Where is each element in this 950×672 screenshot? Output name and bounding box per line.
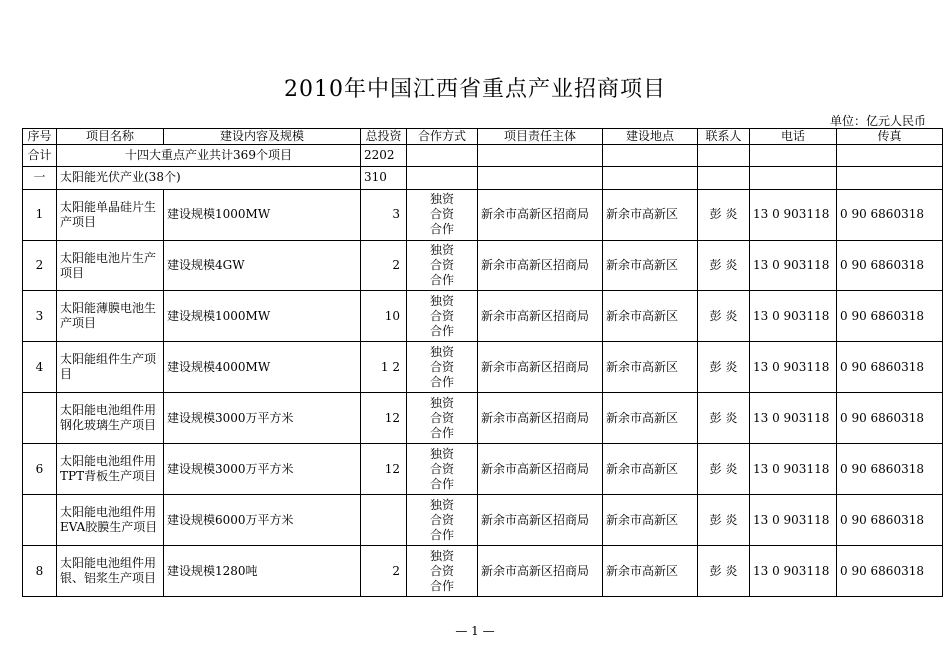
phone-number: 13 0 903118 <box>750 342 837 393</box>
table-row <box>23 342 943 393</box>
build-location: 新余市高新区 <box>603 342 698 393</box>
summary-empty-cell <box>407 145 478 167</box>
summary-empty-cell <box>478 145 603 167</box>
total-investment: 2 <box>361 240 407 291</box>
total-investment: 2 <box>361 546 407 597</box>
fax-number: 0 90 6860318 <box>837 546 943 597</box>
project-table <box>22 128 943 597</box>
row-no: 6 <box>23 444 57 495</box>
col-header-phone: 电话 <box>750 129 837 145</box>
category-empty-cell <box>603 166 698 189</box>
col-header-fax: 传真 <box>837 129 943 145</box>
contact-person: 彭 炎 <box>698 189 750 240</box>
page-title: 2010年中国江西省重点产业招商项目 <box>284 77 666 102</box>
project-name: 太阳能组件生产项目 <box>57 342 164 393</box>
project-name: 太阳能电池片生产项目 <box>57 240 164 291</box>
summary-empty-cell <box>837 145 943 167</box>
category-empty-cell <box>407 166 478 189</box>
col-header-name: 项目名称 <box>57 129 164 145</box>
table-row <box>23 189 943 240</box>
build-content: 建设规模3000万平方米 <box>164 444 361 495</box>
cooperation-mode: 独资 合资 合作 <box>407 495 478 546</box>
contact-person: 彭 炎 <box>698 546 750 597</box>
total-investment <box>361 495 407 546</box>
col-header-place: 建设地点 <box>603 129 698 145</box>
phone-number: 13 0 903118 <box>750 291 837 342</box>
col-header-coop: 合作方式 <box>407 129 478 145</box>
category-empty-cell <box>837 166 943 189</box>
category-name: 太阳能光伏产业(38个) <box>57 166 361 189</box>
row-no <box>23 393 57 444</box>
cooperation-mode: 独资 合资 合作 <box>407 342 478 393</box>
row-no <box>23 495 57 546</box>
total-investment: 12 <box>361 444 407 495</box>
build-content: 建设规模1280吨 <box>164 546 361 597</box>
unit-label: 单位：亿元人民币 <box>829 114 926 128</box>
responsible-entity: 新余市高新区招商局 <box>478 240 603 291</box>
contact-person: 彭 炎 <box>698 342 750 393</box>
fax-number: 0 90 6860318 <box>837 240 943 291</box>
build-location: 新余市高新区 <box>603 291 698 342</box>
cooperation-mode: 独资 合资 合作 <box>407 393 478 444</box>
project-name: 太阳能电池组件用钢化玻璃生产项目 <box>57 393 164 444</box>
col-header-no: 序号 <box>23 129 57 145</box>
category-empty-cell <box>698 166 750 189</box>
build-content: 建设规模3000万平方米 <box>164 393 361 444</box>
summary-desc: 十四大重点产业共计369个项目 <box>57 145 361 167</box>
row-no: 3 <box>23 291 57 342</box>
table-row <box>23 546 943 597</box>
cooperation-mode: 独资 合资 合作 <box>407 291 478 342</box>
summary-empty-cell <box>698 145 750 167</box>
phone-number: 13 0 903118 <box>750 444 837 495</box>
build-location: 新余市高新区 <box>603 495 698 546</box>
contact-person: 彭 炎 <box>698 291 750 342</box>
build-location: 新余市高新区 <box>603 189 698 240</box>
category-empty-cell <box>478 166 603 189</box>
phone-number: 13 0 903118 <box>750 495 837 546</box>
total-investment: 10 <box>361 291 407 342</box>
phone-number: 13 0 903118 <box>750 393 837 444</box>
contact-person: 彭 炎 <box>698 444 750 495</box>
phone-number: 13 0 903118 <box>750 240 837 291</box>
summary-empty-cell <box>750 145 837 167</box>
build-location: 新余市高新区 <box>603 444 698 495</box>
summary-row <box>23 145 943 167</box>
project-name: 太阳能单晶硅片生产项目 <box>57 189 164 240</box>
build-location: 新余市高新区 <box>603 393 698 444</box>
table-row <box>23 393 943 444</box>
col-header-invest: 总投资 <box>361 129 407 145</box>
category-row <box>23 166 943 189</box>
phone-number: 13 0 903118 <box>750 546 837 597</box>
table-row <box>23 240 943 291</box>
responsible-entity: 新余市高新区招商局 <box>478 291 603 342</box>
col-header-owner: 项目责任主体 <box>478 129 603 145</box>
responsible-entity: 新余市高新区招商局 <box>478 342 603 393</box>
total-investment: 3 <box>361 189 407 240</box>
row-no: 1 <box>23 189 57 240</box>
project-name: 太阳能电池组件用TPT背板生产项目 <box>57 444 164 495</box>
page-number: — 1 — <box>455 624 495 638</box>
fax-number: 0 90 6860318 <box>837 342 943 393</box>
category-total: 310 <box>361 166 407 189</box>
cooperation-mode: 独资 合资 合作 <box>407 546 478 597</box>
responsible-entity: 新余市高新区招商局 <box>478 444 603 495</box>
summary-empty-cell <box>603 145 698 167</box>
row-no: 8 <box>23 546 57 597</box>
total-investment: 12 <box>361 393 407 444</box>
phone-number: 13 0 903118 <box>750 189 837 240</box>
row-no: 2 <box>23 240 57 291</box>
table-row <box>23 495 943 546</box>
col-header-content: 建设内容及规模 <box>164 129 361 145</box>
contact-person: 彭 炎 <box>698 393 750 444</box>
total-investment: 1 2 <box>361 342 407 393</box>
build-content: 建设规模6000万平方米 <box>164 495 361 546</box>
fax-number: 0 90 6860318 <box>837 291 943 342</box>
header-row <box>23 129 943 145</box>
cooperation-mode: 独资 合资 合作 <box>407 444 478 495</box>
col-header-contact: 联系人 <box>698 129 750 145</box>
fax-number: 0 90 6860318 <box>837 444 943 495</box>
responsible-entity: 新余市高新区招商局 <box>478 189 603 240</box>
fax-number: 0 90 6860318 <box>837 393 943 444</box>
contact-person: 彭 炎 <box>698 240 750 291</box>
contact-person: 彭 炎 <box>698 495 750 546</box>
category-no: 一 <box>23 166 57 189</box>
build-content: 建设规模4000MW <box>164 342 361 393</box>
project-name: 太阳能电池组件用EVA胶膜生产项目 <box>57 495 164 546</box>
table-row <box>23 444 943 495</box>
build-content: 建设规模1000MW <box>164 189 361 240</box>
project-name: 太阳能薄膜电池生产项目 <box>57 291 164 342</box>
row-no: 4 <box>23 342 57 393</box>
responsible-entity: 新余市高新区招商局 <box>478 393 603 444</box>
build-location: 新余市高新区 <box>603 240 698 291</box>
category-empty-cell <box>750 166 837 189</box>
project-name: 太阳能电池组件用银、铝浆生产项目 <box>57 546 164 597</box>
responsible-entity: 新余市高新区招商局 <box>478 546 603 597</box>
build-content: 建设规模4GW <box>164 240 361 291</box>
fax-number: 0 90 6860318 <box>837 189 943 240</box>
summary-no: 合计 <box>23 145 57 167</box>
build-content: 建设规模1000MW <box>164 291 361 342</box>
fax-number: 0 90 6860318 <box>837 495 943 546</box>
build-location: 新余市高新区 <box>603 546 698 597</box>
cooperation-mode: 独资 合资 合作 <box>407 189 478 240</box>
summary-total: 2202 <box>361 145 407 167</box>
cooperation-mode: 独资 合资 合作 <box>407 240 478 291</box>
table-row <box>23 291 943 342</box>
responsible-entity: 新余市高新区招商局 <box>478 495 603 546</box>
